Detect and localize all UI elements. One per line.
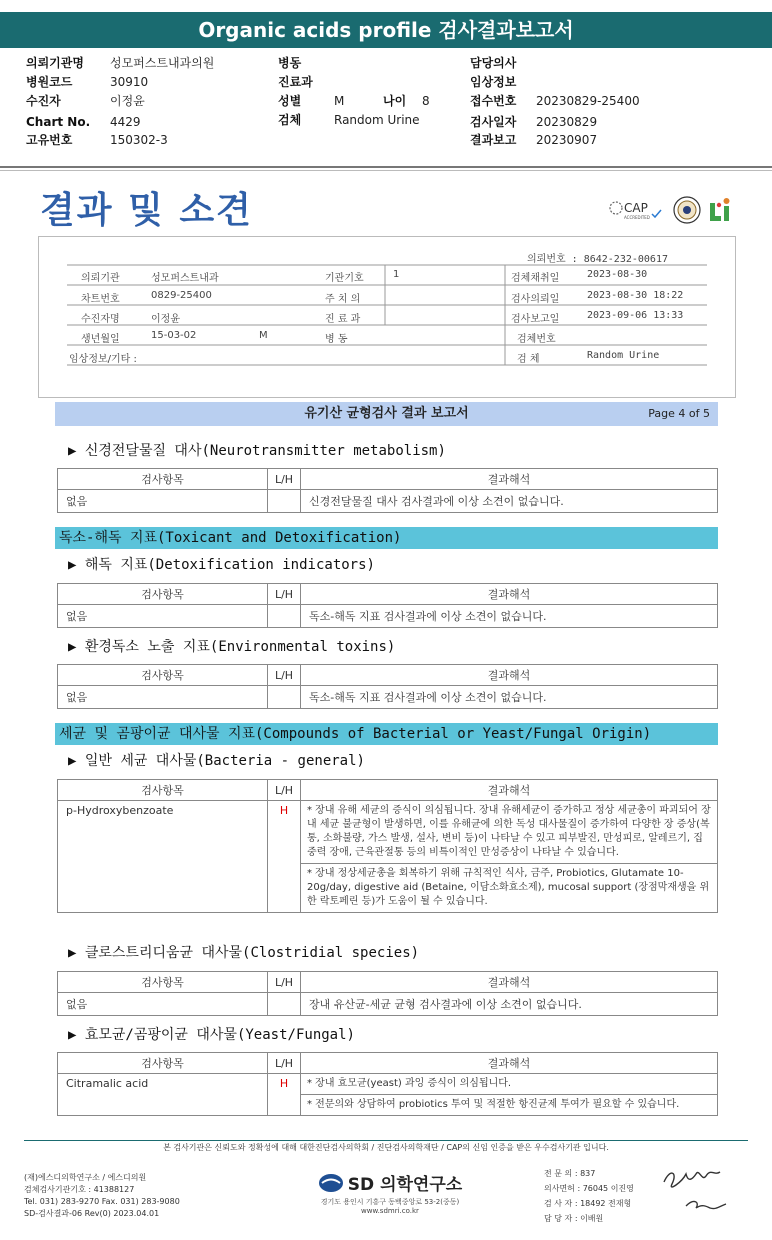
header-label: 성별 <box>278 94 302 108</box>
header-value: 20230829 <box>536 115 598 129</box>
clinical-info-label: 임상정보/기타 : <box>69 354 137 365</box>
signer-value: 837 <box>580 1169 596 1178</box>
table-row <box>58 993 718 1016</box>
test-item: Citramalic acid <box>58 1074 268 1116</box>
report-banner-title: 유기산 균형검사 결과 보고서 <box>304 406 469 421</box>
lh-flag <box>268 605 301 628</box>
header-label: 병원코드 <box>26 75 73 89</box>
info-value: 1 <box>393 269 400 280</box>
info-label: 차트번호 <box>81 294 120 305</box>
header-value: 8 <box>422 94 430 108</box>
brand-address: 경기도 용인시 기흥구 동백중앙로 53-2(중동) <box>320 1198 460 1206</box>
table-row <box>58 801 718 864</box>
header-label: 의뢰기관명 <box>26 56 84 70</box>
info-label: 검사보고일 <box>511 314 560 325</box>
signer-label: 검 사 자 : <box>544 1199 578 1208</box>
lh-flag <box>268 993 301 1016</box>
page-number: Page 4 of 5 <box>648 407 710 420</box>
info-label: 수진자명 <box>81 314 120 325</box>
header-label: 결과보고 <box>470 133 517 147</box>
info-value: M <box>259 330 268 341</box>
signer-value: 이배원 <box>580 1214 604 1223</box>
interpretation: * 전문의와 상담하여 probiotics 투여 및 적절한 항진균제 투여가 필요할 수 있습니다. <box>301 1095 718 1116</box>
result-table-clostridia <box>57 971 718 1016</box>
cap-logo-subtext: ACCREDITED <box>624 215 650 220</box>
patient-header <box>0 52 772 164</box>
info-value: 2023-08-30 <box>587 269 648 280</box>
header-label: 접수번호 <box>470 94 517 108</box>
lh-flag: H <box>268 1074 301 1116</box>
info-label: 생년월일 <box>81 334 120 345</box>
footer-line-text: (재)에스디의학연구소 / 에스디의원 <box>24 1173 147 1182</box>
brand-website: www.sdmri.co.kr <box>361 1207 419 1215</box>
table-row <box>58 1074 718 1095</box>
report-banner <box>55 402 718 426</box>
test-item: p-Hydroxybenzoate <box>58 801 268 913</box>
section-title-bacteria: ▶ 일반 세균 대사물(Bacteria - general) <box>68 753 365 769</box>
column-header: 검사항목 <box>58 665 268 686</box>
header-value: 20230907 <box>536 133 598 147</box>
column-header: 결과해석 <box>301 1053 718 1074</box>
column-header: 결과해석 <box>301 469 718 490</box>
header-label: 진료과 <box>278 75 313 89</box>
signer-label: 의사면허 : 76045 <box>544 1184 609 1193</box>
section-title-environmental: ▶ 환경독소 노출 지표(Environmental toxins) <box>68 639 396 655</box>
column-header: 결과해석 <box>301 972 718 993</box>
section-title-yeast: ▶ 효모균/곰팡이균 대사물(Yeast/Fungal) <box>68 1027 355 1043</box>
sd-logo-icon <box>318 1173 344 1193</box>
request-number: 의뢰번호 : 8642-232-00617 <box>527 254 668 265</box>
interpretation: * 장내 정상세균총을 회복하기 위해 규칙적인 식사, 금주, Probiotics, Glutamate 10-20g/day, digestive aid (Betaine, 이담소화효소제), mucosal support (장점막재생을 위한 락토페린 등)가 도움이 될 수 있습니다. <box>301 864 718 913</box>
column-header: L/H <box>268 584 301 605</box>
result-table-neurotransmitter <box>57 468 718 513</box>
info-value: Random Urine <box>587 350 660 361</box>
header-value: 20230829-25400 <box>536 94 640 108</box>
info-label: 진 료 과 <box>325 314 361 325</box>
section-bar-toxicant: 독소-해독 지표(Toxicant and Detoxification) <box>55 527 718 549</box>
section-title-detox: ▶ 해독 지표(Detoxification indicators) <box>68 557 375 573</box>
interpretation: 독소-해독 지표 검사결과에 이상 소견이 없습니다. <box>301 686 718 709</box>
interpretation: 장내 유산균-세균 균형 검사결과에 이상 소견이 없습니다. <box>301 993 718 1016</box>
footer-line-text: 검체검사기관기호 : 41388127 <box>24 1185 135 1194</box>
footer-divider <box>24 1140 748 1141</box>
column-header: L/H <box>268 469 301 490</box>
section-bar-bacterial: 세균 및 곰팡이균 대사물 지표(Compounds of Bacterial or Yeast/Fungal Origin) <box>55 723 718 745</box>
signature-icon <box>656 1160 748 1220</box>
column-header: L/H <box>268 780 301 801</box>
header-divider <box>0 166 772 168</box>
info-label: 검체채취일 <box>511 273 560 284</box>
column-header: L/H <box>268 1053 301 1074</box>
column-header: 검사항목 <box>58 780 268 801</box>
header-value: 4429 <box>110 115 141 129</box>
footer-signers <box>544 1166 634 1226</box>
info-label: 의뢰기관 <box>81 273 120 284</box>
info-value: 2023-09-06 13:33 <box>587 310 684 321</box>
header-label: 고유번호 <box>26 133 73 147</box>
header-label: 담당의사 <box>470 56 517 70</box>
column-header: 검사항목 <box>58 972 268 993</box>
header-value: 이정윤 <box>110 94 145 108</box>
table-row <box>58 686 718 709</box>
result-table-bacteria <box>57 779 718 913</box>
society-seal-icon <box>674 197 700 223</box>
footer-line-text: SD-검사결과-06 Rev(0) 2023.04.01 <box>24 1209 160 1218</box>
signer-value: 이진영 <box>610 1184 634 1193</box>
cap-logo-text: CAP <box>624 201 648 215</box>
footer-brand <box>300 1170 480 1215</box>
column-header: L/H <box>268 665 301 686</box>
table-row <box>58 490 718 513</box>
column-header: 검사항목 <box>58 469 268 490</box>
test-item: 없음 <box>58 686 268 709</box>
section-title-neurotransmitter: ▶ 신경전달물질 대사(Neurotransmitter metabolism) <box>68 443 446 459</box>
header-value: 성모퍼스트내과의원 <box>110 56 215 70</box>
info-label: 주 치 의 <box>325 294 361 305</box>
header-label: 검사일자 <box>470 115 517 129</box>
test-item: 없음 <box>58 993 268 1016</box>
lh-flag <box>268 490 301 513</box>
table-row <box>58 605 718 628</box>
result-table-environmental <box>57 664 718 709</box>
column-header: 결과해석 <box>301 780 718 801</box>
lh-flag: H <box>268 801 301 913</box>
lh-flag <box>268 686 301 709</box>
header-label: 검체 <box>278 113 302 127</box>
header-label: 수진자 <box>26 94 61 108</box>
column-header: 검사항목 <box>58 1053 268 1074</box>
accreditation-note: 본 검사기관은 신뢰도와 정확성에 대해 대한진단검사의학회 / 진단검사의학재단 / CAP의 신임 인증을 받은 우수검사기관 입니다. <box>163 1143 609 1152</box>
report-title: Organic acids profile 검사결과보고서 <box>0 12 772 48</box>
footer-line-text: Tel. 031) 283-9270 Fax. 031) 283-9080 <box>24 1197 180 1206</box>
info-value: 이정윤 <box>151 314 180 325</box>
header-value: 150302-3 <box>110 133 168 147</box>
header-value: Random Urine <box>334 113 420 127</box>
header-value: M <box>334 94 345 108</box>
info-label: 기관기호 <box>325 273 364 284</box>
info-value: 성모퍼스트내과 <box>151 273 219 284</box>
request-info-box <box>38 236 736 398</box>
info-value: 15-03-02 <box>151 330 197 341</box>
interpretation: * 장내 효모균(yeast) 과잉 증식이 의심됩니다. <box>301 1074 718 1095</box>
footer-lab-info <box>24 1172 180 1220</box>
lab-logo-icon <box>710 198 730 221</box>
info-label: 검사의뢰일 <box>511 294 560 305</box>
cap-logo-icon <box>610 201 661 220</box>
header-label: 임상정보 <box>470 75 517 89</box>
header-label: Chart No. <box>26 115 91 129</box>
results-heading: 결과 및 소견 <box>40 190 253 231</box>
accreditation-logos <box>606 194 738 228</box>
info-value: 2023-08-30 18:22 <box>587 290 684 301</box>
interpretation: 신경전달물질 대사 검사결과에 이상 소견이 없습니다. <box>301 490 718 513</box>
header-divider <box>0 170 772 171</box>
column-header: 결과해석 <box>301 665 718 686</box>
info-value: 0829-25400 <box>151 290 212 301</box>
column-header: 결과해석 <box>301 584 718 605</box>
section-title-clostridia: ▶ 클로스트리디움균 대사물(Clostridial species) <box>68 945 420 961</box>
signer-value: 18492 전재형 <box>580 1199 632 1208</box>
header-label: 병동 <box>278 56 302 70</box>
result-table-detox <box>57 583 718 628</box>
info-label: 병 동 <box>325 334 348 345</box>
signer-label: 담 당 자 : <box>544 1214 578 1223</box>
info-label: 검체번호 <box>517 334 556 345</box>
brand-name: SD 의학연구소 <box>347 1175 463 1195</box>
result-table-yeast <box>57 1052 718 1116</box>
column-header: 검사항목 <box>58 584 268 605</box>
test-item: 없음 <box>58 490 268 513</box>
test-item: 없음 <box>58 605 268 628</box>
info-label: 검 체 <box>517 354 540 365</box>
signer-label: 전 문 의 : <box>544 1169 578 1178</box>
interpretation: * 장내 유해 세균의 증식이 의심됩니다. 장내 유해세균이 증가하고 정상 세균총이 파괴되어 장내 세균 불균형이 발생하면, 이를 유해균에 의한 독성 대사물질이 증가하여 다양한 장 증상(복통, 소화불량, 가스 발생, 설사, 변비 등)이 나타날 수 있고 피부발진, 만성피로, 알레르기, 집중력 장애, 근육관절통 등의 비특이적인 만성증상이 나타날 수 있습니다. <box>301 801 718 864</box>
header-value: 30910 <box>110 75 149 89</box>
header-label: 나이 <box>383 94 407 108</box>
column-header: L/H <box>268 972 301 993</box>
interpretation: 독소-해독 지표 검사결과에 이상 소견이 없습니다. <box>301 605 718 628</box>
